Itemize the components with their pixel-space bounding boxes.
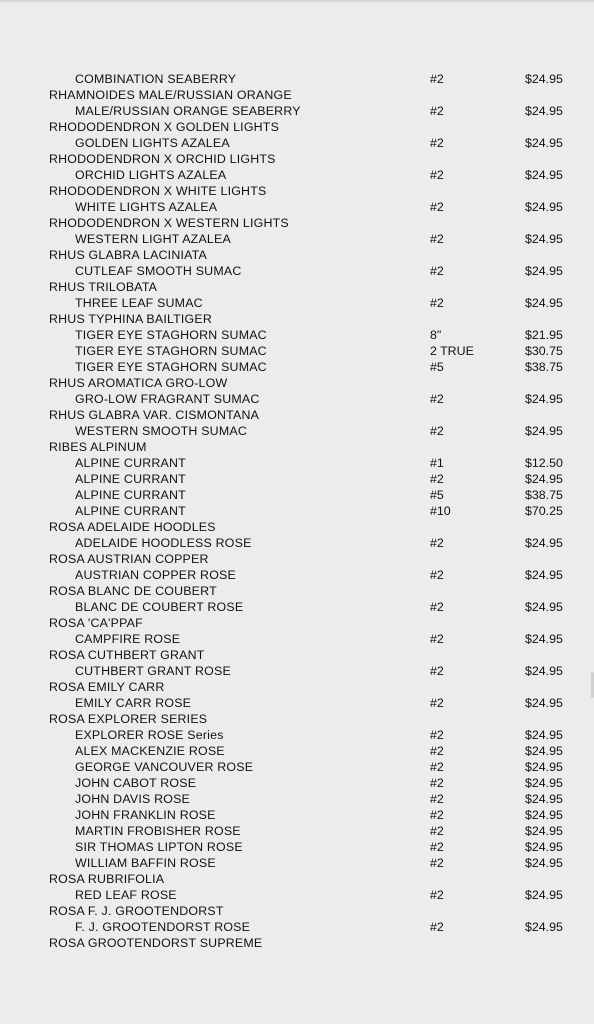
price: $30.75: [525, 344, 563, 358]
genus-header-row: [0, 583, 594, 599]
price-item-row: [0, 855, 594, 871]
common-name: WESTERN SMOOTH SUMAC: [75, 424, 247, 438]
common-name: JOHN CABOT ROSE: [75, 776, 197, 790]
botanical-name: ROSA 'CA'PPAF: [49, 616, 143, 630]
container-size: 8": [430, 328, 442, 342]
genus-header-row: [0, 871, 594, 887]
container-size: #2: [430, 776, 444, 790]
price-item-row: [0, 343, 594, 359]
container-size: #2: [430, 296, 444, 310]
price-item-row: [0, 327, 594, 343]
genus-header-row: [0, 247, 594, 263]
price: $24.95: [525, 824, 563, 838]
price-item-row: [0, 599, 594, 615]
price-item-row: [0, 471, 594, 487]
price: $24.95: [525, 424, 563, 438]
price-item-row: [0, 263, 594, 279]
price-item-row: [0, 807, 594, 823]
common-name: JOHN DAVIS ROSE: [75, 792, 190, 806]
common-name: COMBINATION SEABERRY: [75, 72, 237, 86]
container-size: #5: [430, 488, 444, 502]
price-item-row: [0, 887, 594, 903]
common-name: CUTHBERT GRANT ROSE: [75, 664, 231, 678]
price-item-row: [0, 135, 594, 151]
container-size: #2: [430, 632, 444, 646]
price: $24.95: [525, 888, 563, 902]
botanical-name: ROSA GROOTENDORST SUPREME: [49, 936, 263, 950]
common-name: EXPLORER ROSE Series: [75, 728, 224, 742]
price-item-row: [0, 423, 594, 439]
price: $24.95: [525, 200, 563, 214]
common-name: ALEX MACKENZIE ROSE: [75, 744, 225, 758]
container-size: #2: [430, 856, 444, 870]
container-size: #2: [430, 760, 444, 774]
container-size: #2: [430, 72, 444, 86]
common-name: ALPINE CURRANT: [75, 456, 186, 470]
common-name: EMILY CARR ROSE: [75, 696, 192, 710]
price-item-row: [0, 199, 594, 215]
price: $24.95: [525, 632, 563, 646]
genus-header-row: [0, 711, 594, 727]
price-item-row: [0, 167, 594, 183]
container-size: #2: [430, 920, 444, 934]
price: $24.95: [525, 264, 563, 278]
price-item-row: [0, 295, 594, 311]
common-name: MARTIN FROBISHER ROSE: [75, 824, 241, 838]
price-item-row: [0, 487, 594, 503]
price-item-row: [0, 359, 594, 375]
genus-header-row: [0, 903, 594, 919]
price: $24.95: [525, 920, 563, 934]
container-size: #2: [430, 808, 444, 822]
price: $24.95: [525, 696, 563, 710]
container-size: #5: [430, 360, 444, 374]
container-size: #2: [430, 200, 444, 214]
common-name: ALPINE CURRANT: [75, 488, 186, 502]
common-name: BLANC DE COUBERT ROSE: [75, 600, 244, 614]
botanical-name: ROSA F. J. GROOTENDORST: [49, 904, 224, 918]
price-item-row: [0, 455, 594, 471]
price: $24.95: [525, 392, 563, 406]
price: $24.95: [525, 664, 563, 678]
price-item-row: [0, 631, 594, 647]
price-item-row: [0, 727, 594, 743]
price: $24.95: [525, 744, 563, 758]
genus-header-row: [0, 215, 594, 231]
botanical-name: RHUS AROMATICA GRO-LOW: [49, 376, 228, 390]
price: $24.95: [525, 536, 563, 550]
price: $24.95: [525, 792, 563, 806]
price-item-row: [0, 535, 594, 551]
price-item-row: [0, 743, 594, 759]
container-size: #2: [430, 840, 444, 854]
common-name: THREE LEAF SUMAC: [75, 296, 203, 310]
container-size: #2: [430, 136, 444, 150]
price: $24.95: [525, 232, 563, 246]
top-border: [0, 0, 594, 2]
container-size: #2: [430, 264, 444, 278]
price-item-row: [0, 103, 594, 119]
botanical-name: ROSA CUTHBERT GRANT: [49, 648, 205, 662]
container-size: 2 TRUE: [430, 344, 474, 358]
price-item-row: [0, 391, 594, 407]
price: $24.95: [525, 136, 563, 150]
container-size: #2: [430, 664, 444, 678]
botanical-name: RHUS GLABRA VAR. CISMONTANA: [49, 408, 260, 422]
container-size: #2: [430, 824, 444, 838]
genus-header-row: [0, 615, 594, 631]
common-name: WESTERN LIGHT AZALEA: [75, 232, 231, 246]
common-name: JOHN FRANKLIN ROSE: [75, 808, 216, 822]
common-name: CUTLEAF SMOOTH SUMAC: [75, 264, 242, 278]
container-size: #2: [430, 728, 444, 742]
container-size: #2: [430, 104, 444, 118]
container-size: #2: [430, 424, 444, 438]
price: $70.25: [525, 504, 563, 518]
container-size: #2: [430, 536, 444, 550]
botanical-name: RHODODENDRON X GOLDEN LIGHTS: [49, 120, 280, 134]
botanical-name: RHAMNOIDES MALE/RUSSIAN ORANGE: [49, 88, 292, 102]
common-name: ALPINE CURRANT: [75, 504, 186, 518]
price: $24.95: [525, 104, 563, 118]
price-item-row: [0, 791, 594, 807]
genus-header-row: [0, 151, 594, 167]
price: $21.95: [525, 328, 563, 342]
price: $24.95: [525, 72, 563, 86]
price: $24.95: [525, 472, 563, 486]
botanical-name: ROSA ADELAIDE HOODLES: [49, 520, 216, 534]
botanical-name: ROSA BLANC DE COUBERT: [49, 584, 217, 598]
botanical-name: RHODODENDRON X WESTERN LIGHTS: [49, 216, 289, 230]
common-name: CAMPFIRE ROSE: [75, 632, 181, 646]
price-item-row: [0, 567, 594, 583]
common-name: GRO-LOW FRAGRANT SUMAC: [75, 392, 260, 406]
container-size: #2: [430, 792, 444, 806]
container-size: #10: [430, 504, 451, 518]
price-item-row: [0, 839, 594, 855]
botanical-name: RIBES ALPINUM: [49, 440, 147, 454]
common-name: WILLIAM BAFFIN ROSE: [75, 856, 216, 870]
container-size: #2: [430, 392, 444, 406]
genus-header-row: [0, 183, 594, 199]
price-item-row: [0, 71, 594, 87]
common-name: RED LEAF ROSE: [75, 888, 177, 902]
container-size: #2: [430, 168, 444, 182]
container-size: #2: [430, 888, 444, 902]
price-item-row: [0, 759, 594, 775]
common-name: TIGER EYE STAGHORN SUMAC: [75, 328, 267, 342]
price: $24.95: [525, 728, 563, 742]
price-item-row: [0, 231, 594, 247]
common-name: TIGER EYE STAGHORN SUMAC: [75, 360, 267, 374]
genus-header-row: [0, 679, 594, 695]
genus-header-row: [0, 375, 594, 391]
common-name: GOLDEN LIGHTS AZALEA: [75, 136, 230, 150]
price-item-row: [0, 823, 594, 839]
botanical-name: RHODODENDRON X WHITE LIGHTS: [49, 184, 267, 198]
price-item-row: [0, 663, 594, 679]
container-size: #2: [430, 600, 444, 614]
container-size: #2: [430, 472, 444, 486]
price: $38.75: [525, 360, 563, 374]
price: $38.75: [525, 488, 563, 502]
genus-header-row: [0, 119, 594, 135]
genus-header-row: [0, 935, 594, 951]
container-size: #2: [430, 744, 444, 758]
container-size: #2: [430, 568, 444, 582]
common-name: AUSTRIAN COPPER ROSE: [75, 568, 236, 582]
common-name: GEORGE VANCOUVER ROSE: [75, 760, 254, 774]
price-item-row: [0, 919, 594, 935]
botanical-name: ROSA AUSTRIAN COPPER: [49, 552, 209, 566]
genus-header-row: [0, 279, 594, 295]
botanical-name: RHUS TRILOBATA: [49, 280, 158, 294]
container-size: #1: [430, 456, 444, 470]
botanical-name: ROSA EMILY CARR: [49, 680, 165, 694]
container-size: #2: [430, 696, 444, 710]
botanical-name: RHUS TYPHINA BAILTIGER: [49, 312, 212, 326]
common-name: TIGER EYE STAGHORN SUMAC: [75, 344, 267, 358]
genus-header-row: [0, 647, 594, 663]
common-name: ORCHID LIGHTS AZALEA: [75, 168, 227, 182]
genus-header-row: [0, 519, 594, 535]
common-name: ADELAIDE HOODLESS ROSE: [75, 536, 252, 550]
common-name: F. J. GROOTENDORST ROSE: [75, 920, 251, 934]
price: $24.95: [525, 840, 563, 854]
price: $24.95: [525, 600, 563, 614]
price: $24.95: [525, 808, 563, 822]
price: $24.95: [525, 776, 563, 790]
price: $24.95: [525, 168, 563, 182]
price-item-row: [0, 503, 594, 519]
common-name: WHITE LIGHTS AZALEA: [75, 200, 218, 214]
genus-header-row: [0, 87, 594, 103]
botanical-name: ROSA EXPLORER SERIES: [49, 712, 208, 726]
common-name: ALPINE CURRANT: [75, 472, 186, 486]
price-item-row: [0, 775, 594, 791]
botanical-name: RHODODENDRON X ORCHID LIGHTS: [49, 152, 276, 166]
price: $12.50: [525, 456, 563, 470]
genus-header-row: [0, 311, 594, 327]
common-name: MALE/RUSSIAN ORANGE SEABERRY: [75, 104, 301, 118]
price: $24.95: [525, 856, 563, 870]
price: $24.95: [525, 760, 563, 774]
genus-header-row: [0, 551, 594, 567]
botanical-name: ROSA RUBRIFOLIA: [49, 872, 165, 886]
genus-header-row: [0, 407, 594, 423]
plant-price-list: [0, 71, 594, 951]
price-item-row: [0, 695, 594, 711]
container-size: #2: [430, 232, 444, 246]
price: $24.95: [525, 568, 563, 582]
genus-header-row: [0, 439, 594, 455]
botanical-name: RHUS GLABRA LACINIATA: [49, 248, 207, 262]
common-name: SIR THOMAS LIPTON ROSE: [75, 840, 243, 854]
price: $24.95: [525, 296, 563, 310]
